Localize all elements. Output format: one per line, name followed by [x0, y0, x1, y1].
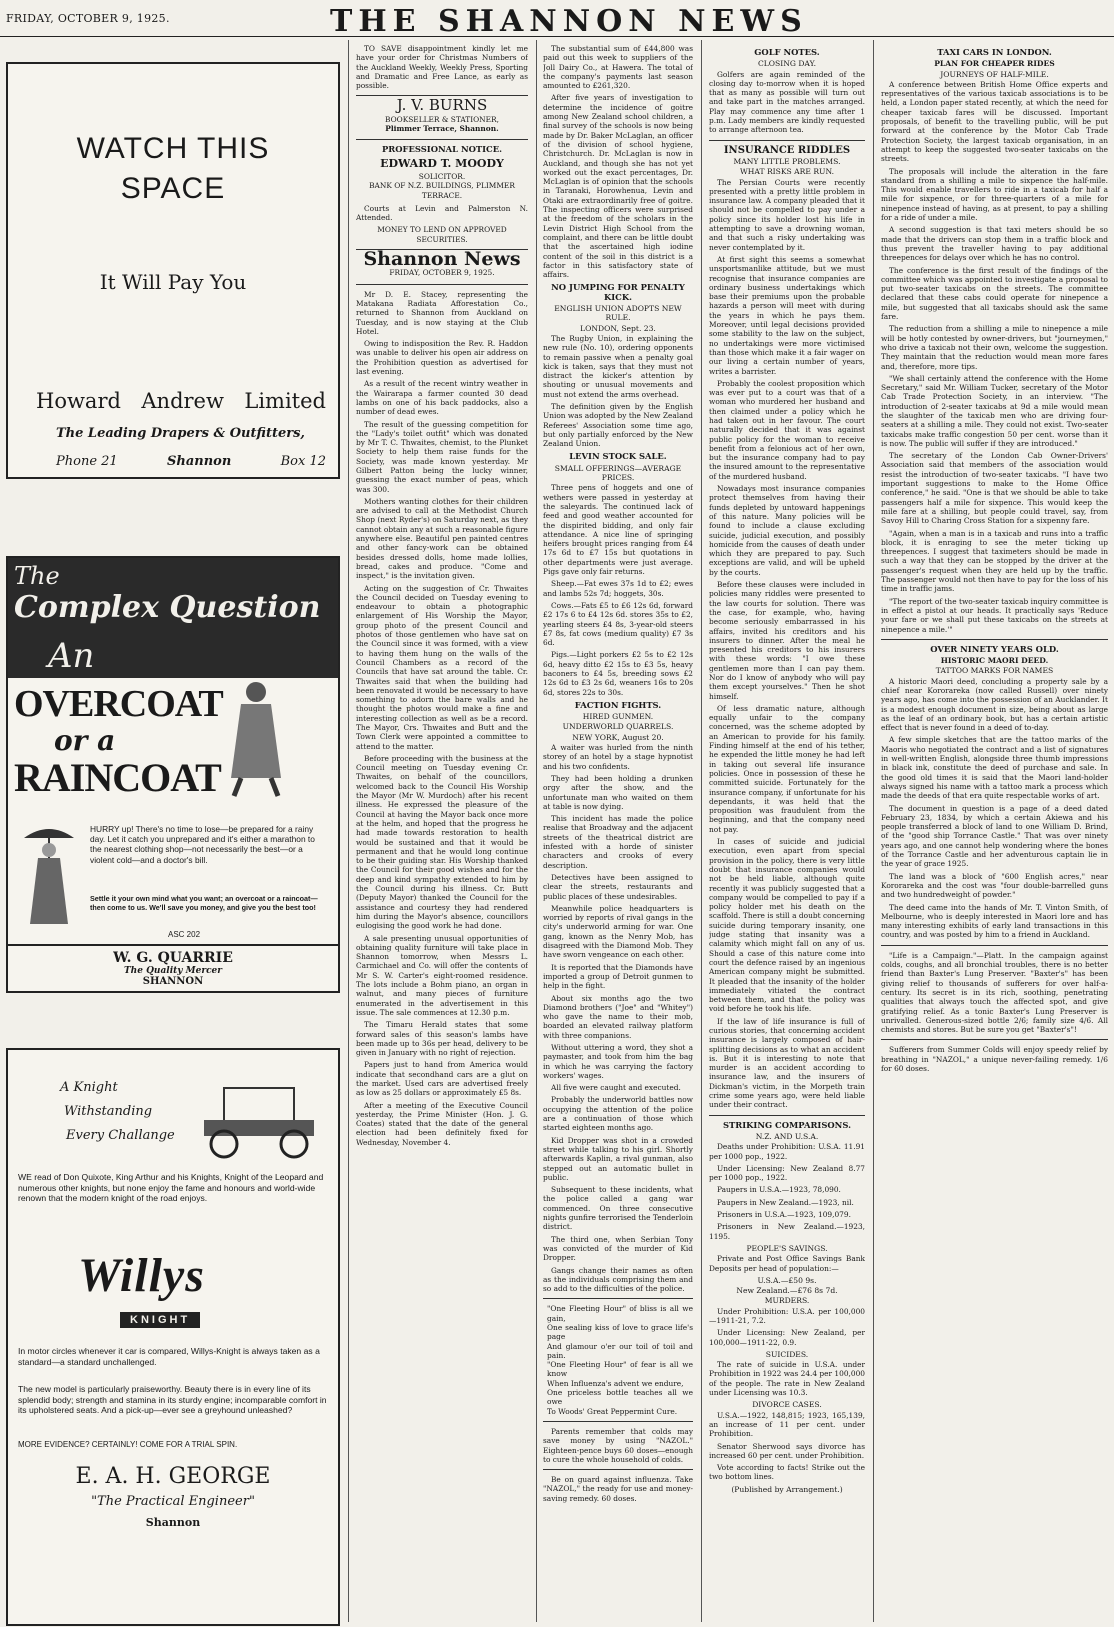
willys-logo: Willys	[78, 1249, 205, 1302]
woman-illustration	[14, 820, 84, 930]
faction-para: Without uttering a word, they shot a paymaster, and took from him the bag in which he was carrying the factory workers' wages.	[543, 1042, 693, 1080]
senator-para: Senator Sherwood says divorce has increased 60 per cent. under Prohibition.	[709, 1441, 865, 1460]
comparisons-subhead: N.Z. AND U.S.A.	[755, 1131, 819, 1141]
comparison-line: Prisoners in U.S.A.—1923, 109,079.	[717, 1210, 851, 1220]
local-para: A sale presenting unusual opportunities of obtaining quality furniture will take place in Shannon tomorrow, when Messrs L. Carmichael and Co. will offer the contents of Mr S. W. Carter's eight-roomed residence. The lots include a Bohm piano, an organ in walnut, and many pieces of furniture enumerated in the advertisement in this issue. The sale commences at 12.30 p.m.	[356, 933, 528, 1017]
local-para: Mr D. E. Stacey, representing the Matakana Radiata Afforestation Co., returned to Shannon from Auckland on Tuesday, and is now staying at the Club Hotel.	[356, 289, 528, 336]
faction-para: It is reported that the Diamonds have imported a group of Detroit gunmen to help in the fight.	[543, 962, 693, 991]
faction-para: They had been holding a drunken orgy after the show, and the unfortunate man who waited on them at table is now dying.	[543, 773, 693, 811]
baxter-ad: "Life is a Campaign."—Platt. In the campaign against colds, coughs, and all bronchial troubles, there is no better friend than Baxter's Lung Preserver. "Baxter's" has been giving relief to thousands of sufferers for over half-a-century. Its secret is in its rich, soothing, penetrating qualities that always touch the affected spot, and give gratifying relief. As a tonic Baxter's Lung Preserver is unrivalled. Generous-sized bottle 2/6; family size 4/6. All chemists and stores. But be sure you get "Baxter's"!	[881, 950, 1108, 1035]
insurance-para: At first sight this seems a somewhat unsportsmanlike attitude, but we must recognise that insurance companies are ordinary business undertakings which base their premiums upon the probable hazards a person will meet with during the years in which he pays them. Moreover, until legal decisions provided some stability to the law on the subject, no undertakings were more victimised than those which make it a fair wager on our living a certain number of years, writes a barrister.	[709, 254, 865, 376]
taxi-para: A conference between British Home Office experts and representatives of the various taxicab associations is to be held, a London paper stated recently, at which the need for cheaper taxicab fares will be discussed. Important proposals, of benefit to the travelling public, will be put forward at the conference by the Motor Cab Trade Protection Society, the largest taxicab organisation, in an attempt to keep the suggested two-seater taxicabs on the streets.	[881, 79, 1108, 164]
goitre-para: After five years of investigation to determine the incidence of goitre among New Zealand school children, a final survey of the schools is now being made by Dr. Baker McLaglan, an officer of the division of school hygiene, Christchurch. Dr. McLaglan is now in Auckland, and though she has not yet worked out the exact percentages, Dr. McLaglan is of opinion that the schools in Taranaki, Horowhenua, Levin and Otaki are extraordinarily free of goitre. The inspecting officers were surprised at the freedom of the scholars in the Levin District High School from the complaint, and there can be little doubt that the ascertained high iodine content of the soil in this district is a factor in this satisfactory state of affairs.	[543, 93, 693, 280]
ny-dateline: NEW YORK, August 20.	[572, 732, 664, 742]
maori-para: A few simple sketches that are the tattoo marks of the Maoris who negotiated the contract and a list of signatures in well-written English, alongside three thumb impressions in black ink, constitute the deed of purchase and sale. In the good old times it is said that the Maori land-holder always signed his name with a tattoo mark a process which made the deeds of that era quite respectable works of art.	[881, 735, 1108, 801]
the-text: The	[14, 562, 60, 590]
maori-para: The land was a block of "600 English acres," near Kororareka and the cost was "four double-barrelled guns and two hundredweight of powder."	[881, 871, 1108, 900]
poem-line: One sealing kiss of love to grace life's page	[547, 1323, 693, 1342]
poem-line: And glamour o'er our toil of toil and pain.	[547, 1341, 693, 1360]
faction-para: Gangs change their names as often as the individuals comprising them and so add to the difficulties of the police.	[543, 1265, 693, 1294]
maori-subhead: HISTORIC MAORI DEED.	[940, 656, 1049, 666]
column-divider	[536, 40, 537, 1622]
insurance-para: If the law of life insurance is full of curious stories, that concerning accident insurance is largely composed of hair-splitting decisions as to what an accident is. But it is interesting to note that murder is an accident according to insurance law, and the insurers of Dickman's victim, in the Morpeth train crime some years ago, were held liable under their contract.	[709, 1016, 865, 1110]
overcoat-text: OVERCOAT	[14, 683, 223, 725]
taxi-para: The secretary of the London Cab Owner-Drivers' Association said that members of the association would resist the introduction of two-seater taxicabs. "I have two important suggestions to make to the Home Office conference," he said. "One is that we should be able to take passengers half a mile for sixpence. This would keep the mile fare at a shilling, but people could travel, say, from Savoy Hill to Charing Cross Station for a sixpenny fare.	[881, 451, 1108, 526]
local-para: Before proceeding with the business at the Council meeting on Tuesday evening Cr. Thwaites, on behalf of the councillors, welcomed back to the Council His Worship the Mayor (Mr W. Murdoch) after his recent illness. He expressed the pleasure of the Council at having the Mayor back once more at the helm, and hoped that the progress he had made towards restoration to health would be sustained and that it would be permanent and that he would long continue to be their guiding star. His Worship thanked the Council for their good wishes and for the deep and kind sympathy extended to him by the Council during his illness. Cr. Butt (Deputy Mayor) thanked the Council for the assistance and courtesy they had rendered him during the Mayor's absence, councillors eulogising the good work he had done.	[356, 753, 528, 931]
insurance-subhead-2: WHAT RISKS ARE RUN.	[739, 167, 835, 177]
taxi-para: A second suggestion is that taxi meters should be so made that the drivers can stop them in a traffic block and thus prevent the traveller having to pay additional threepences for delays over which he has no control.	[881, 225, 1108, 263]
rule	[543, 1421, 693, 1422]
howard-andrew-ad	[6, 62, 340, 479]
faction-para: A waiter was hurled from the ninth storey of an hotel by a stage hypnotist and his two confidents.	[543, 743, 693, 771]
town-name: Shannon	[167, 454, 232, 469]
insurance-para: Probably the coolest proposition which was ever put to a court was that of a woman who murdered her husband and then claimed under a policy which he had taken out in her favour. The court naturally decided that it was against public policy for the woman to receive benefit from a felonious act of her own, but the insurance company had to pay the insured amount to the representative of the murdered husband.	[709, 378, 865, 481]
comparison-line: Under Licensing: New Zealand 8.77 per 1000 pop., 1922.	[709, 1163, 865, 1183]
firm-name	[36, 389, 326, 413]
firm-word: Andrew	[141, 389, 224, 413]
taxi-heading: TAXI CARS IN LONDON.	[937, 47, 1052, 57]
maori-para: The document in question is a page of a deed dated February 23, 1834, by which a certain Akiewa and his people transferred a block of land to one William D. Brind, of the "good ship Torrance Castle." That was over ninety years ago, and one cannot help wondering where the bones of the Torrance Castle and her adventurous captain lie in the year of grace 1925.	[881, 803, 1108, 869]
faction-para: Detectives have been assigned to clear the streets, restaurants and public places of these undesirables.	[543, 872, 693, 901]
faction-subhead-2: UNDERWORLD QUARRELS.	[562, 722, 674, 732]
dairy-para: The substantial sum of £44,800 was paid out this week to suppliers of the Joll Dairy Co., at Hawera. The total of the company's payments last season amounted to £261,320.	[543, 44, 693, 91]
column-5	[881, 44, 1108, 1622]
moody-money: MONEY TO LEND ON APPROVED SECURITIES.	[377, 225, 507, 244]
burns-address: Plimmer Terrace, Shannon.	[385, 124, 499, 134]
stock-para: Three pens of hoggets and one of wethers were passed in yesterday at the saleyards. The continued lack of feed and good weather accounted for the dispirited bidding, and only fair attendance. A nice line of springing heifers brought prices ranging from £4 17s 6d to £7 15s but quotations in other departments were just average. Pigs gave only fair returns.	[543, 483, 693, 577]
maori-para: A historic Maori deed, concluding a property sale by a chief near Kororareka (now called Russell) over ninety years ago, has come into the possession of an Aucklander. It is a modest enough document in size, being about as large as the leaf of an ordinary book, but has a certain artistic effect that is never found in a deed of to-day.	[881, 676, 1108, 733]
firm-contact	[56, 454, 326, 469]
paper-nameplate: Shannon News	[363, 248, 521, 271]
savings-heading: PEOPLE'S SAVINGS.	[746, 1243, 828, 1253]
suicides-para: The rate of suicide in U.S.A. under Prohibition in 1922 was 24.4 per 100,000 of the people. The rate in New Zealand under Licensing was 10.3.	[709, 1360, 865, 1398]
faction-para: Subsequent to these incidents, what the police called a gang war commenced. On three consecutive nights gunfire terrorised the Tenderloin district.	[543, 1185, 693, 1232]
willys-para-2: The new model is particularly praiseworthy. Beauty there is in every line of its splendid body; strength and stamina in its sturdy engine; incomparable comfort in its upholstered seats. And a pick-up—ever see a greyhound unleashed?	[18, 1384, 327, 1416]
settle-copy: Settle it your own mind what you want; an overcoat or a raincoat—then come to us. We'll save you money, and give you the best too!	[90, 894, 318, 912]
taxi-para: "We shall certainly attend the conference with the Home Secretary," said Mr. William Tucker, secretary of the Motor Cab Trade Protection Society, in an interview. "The introduction of 2-seater taxicabs at 9d a mile would mean the slaughter of the taxicab men who are driving four-seaters at a shilling a mile. They could not exist. Two-seater taxicabs make traffic congestion 50 per cent. worse than it is now. The public will suffer if they are introduced."	[881, 373, 1108, 448]
maori-para: The deed came into the hands of Mr. T. Vinton Smith, of Melbourne, who is deeply interested in Maori lore and has many interesting exhibits of early land transactions in this country, and was posted by him to a friend in Auckland.	[881, 902, 1108, 940]
space-line: SPACE	[120, 172, 226, 205]
stock-para: Sheep.—Fat ewes 37s 1d to £2; ewes and lambs 52s 7d; hoggets, 30s.	[543, 579, 693, 598]
savings-para: Private and Post Office Savings Bank Deposits per head of population:—	[709, 1254, 865, 1273]
rule	[709, 140, 865, 141]
car-illustration	[194, 1080, 324, 1162]
divorce-heading: DIVORCE CASES.	[752, 1400, 822, 1410]
poem-line: "One Fleeting Hour" of bliss is all we gain,	[547, 1304, 693, 1323]
london-dateline: LONDON, Sept. 23.	[580, 323, 656, 333]
column-3	[543, 44, 693, 1622]
watch-heading	[8, 132, 338, 206]
murders-usa: Under Prohibition: U.S.A. per 100,000—1911-21, 7.2.	[709, 1306, 865, 1325]
headline-line: Every Challange	[66, 1128, 175, 1143]
poem-line: To Woods' Great Peppermint Cure.	[547, 1406, 678, 1416]
penalty-heading: NO JUMPING FOR PENALTY KICK.	[551, 282, 685, 302]
column-divider	[873, 40, 874, 1622]
local-para: Owing to indisposition the Rev. R. Haddon was unable to deliver his open air address on the Prohibition question as advertised for last evening.	[356, 339, 528, 377]
willys-para-1: In motor circles whenever it car is compared, Willys-Knight is always taken as a standard—a standard unchallenged.	[18, 1346, 320, 1367]
murders-nz: Under Licensing: New Zealand, per 100,000—1911-22, 0.9.	[709, 1328, 865, 1347]
comparisons-heading: STRIKING COMPARISONS.	[722, 1119, 852, 1130]
dealer-town: Shannon	[145, 1516, 201, 1529]
rule	[543, 1298, 693, 1299]
comparison-line: Deaths under Prohibition: U.S.A. 11.91 per 1000 pop., 1922.	[709, 1142, 865, 1161]
newspaper-title: THE SHANNON NEWS	[330, 4, 808, 39]
moody-name: EDWARD T. MOODY	[380, 156, 504, 170]
column-4	[709, 44, 865, 1622]
save-notice: TO SAVE disappointment kindly let me have your order for Christmas Numbers of the Auckland Weekly, Weekly Press, Sporting and Dramatic and Free Lance, as early as possible.	[356, 44, 528, 91]
insurance-para: The Persian Courts were recently presented with a pretty little problem in insurance law. A company pleaded that it should not be compelled to pay under a policy since its holder lost his life in attempting to save a drowning woman, and that such a risky undertaking was never contemplated by it.	[709, 177, 865, 252]
insurance-subhead: MANY LITTLE PROBLEMS.	[733, 156, 841, 166]
faction-para: About six months ago the two Diamond brothers ("Joe" and "Whitey") who gave the name to their mob, boarded an elevated railway platform with three companions.	[543, 993, 693, 1040]
raincoat-text: RAINCOAT	[14, 755, 221, 800]
rule	[356, 139, 528, 140]
rule	[881, 945, 1108, 946]
ad-code: ASC 202	[168, 930, 201, 939]
taxi-para: The reduction from a shilling a mile to ninepence a mile will be hotly contested by owner-drivers, but "journeymen," who drive a taxicab not their own, welcome the suggestion. They maintain that the reduction would mean more fares and, therefore, more tips.	[881, 324, 1108, 371]
vote-para: Vote according to facts! Strike out the two bottom lines.	[709, 1463, 865, 1482]
comparison-line: Paupers in U.S.A.—1923, 78,090.	[717, 1185, 841, 1195]
local-para: Papers just to hand from America would indicate that secondhand cars are a glut on the market. Used cars are advertised freely as low as 25 dollars or approximately £5 8s.	[356, 1060, 528, 1098]
masthead	[0, 0, 1114, 37]
pay-line: It Will Pay You	[99, 270, 247, 294]
taxi-para: The proposals will include the alteration in the fare standard from a shilling a mile to sixpence the half-mile. This would enable travellers to ride in a taxicab for half a mile for sixpence, or for three-quarters of a mile for ninepence instead of having, as at present, to pay a shilling for a ride of under a mile.	[881, 166, 1108, 223]
poem-line: When Influenza's advent we endure,	[547, 1378, 684, 1388]
taxi-subhead: PLAN FOR CHEAPER RIDES	[934, 59, 1055, 69]
professional-notice: PROFESSIONAL NOTICE.	[381, 144, 503, 155]
burns-sub: BOOKSELLER & STATIONER,	[385, 114, 499, 124]
nazol-ad: Sufferers from Summer Colds will enjoy speedy relief by breathing in "NAZOL," a unique never-failing remedy. 1/6 for 60 doses.	[881, 1045, 1108, 1073]
maori-subhead-2: TATTOO MARKS FOR NAMES	[935, 666, 1054, 676]
poem-line: One priceless bottle teaches all we owe	[547, 1388, 693, 1407]
penalty-subhead: ENGLISH UNION ADOPTS NEW RULE.	[554, 304, 682, 323]
knight-headline	[60, 1076, 175, 1148]
insurance-heading: INSURANCE RIDDLES	[723, 144, 851, 156]
merchant-town: SHANNON	[142, 976, 204, 987]
golf-para: Golfers are again reminded of the closing day to-morrow when it is hoped that as many as possible will turn out and take part in the matches arranged. Play may commence any time after 1 p.m. Lady members are kindly requested to arrange afternoon tea.	[709, 69, 865, 135]
faction-heading: FACTION FIGHTS.	[574, 699, 662, 710]
faction-para: Meanwhile police headquarters is worried by reports of rival gangs in the city's underworld arming for war. One gang, known as the Nenry Mob, has disagreed with the Diamond Mob. They have sworn vengeance on each other.	[543, 903, 693, 960]
insurance-para: Of less dramatic nature, although equally unfair to the company concerned, was the scheme adopted by an American to provide for his family. Finding himself at the end of his tether, he expended the little money he had left in taking out several life insurance policies. Once in possession of these he committed suicide. Fortunately for the insurance company, if unfortunate for his dependants, it was held that the proposition was fraudulent from the beginning, and that the company need not pay.	[709, 703, 865, 834]
insurance-para: Before these clauses were included in policies many riddles were presented to the law courts for solution. There was the case, for example, who, having become seriously embarrassed in his affairs, invited his creditors and his insurers to dinner. After the meal he presented his creditors to his insurers with these words: "I owe these gentlemen more than I can pay them. Nor do I know of anybody who will pay them except yourselves." Then he shot himself.	[709, 580, 865, 701]
insurance-para: In cases of suicide and judicial execution, even apart from special provision in the policy, there is very little doubt that insurance companies would not be held liable, although quite recently it was publicly suggested that a company would be compelled to pay if a policy holder met his death on the scaffold. There is still a doubt concerning suicide during temporary insanity, one judge stating that insanity was a calamity which might fall on any of us. Should a case of this nature come into court the defence raised by an ingenious American company might be submitted. It pleaded that the insanity of the holder immediately vitiated the contract between them, and that the policy was void before he took his life.	[709, 837, 865, 1014]
quarrie-ad	[6, 556, 340, 993]
column-divider	[701, 40, 702, 1622]
headline-line: Withstanding	[64, 1104, 153, 1119]
complex-question-text: Complex Question	[14, 590, 321, 625]
merchant-box	[8, 944, 338, 993]
stock-para: Pigs.—Light porkers £2 5s to £2 12s 6d, heavy ditto £2 15s to £3 5s, heavy baconers to £4 5s, breeding sows £2 12s 6d to £3 2s 6d, weaners 16s to 20s 6d, stores 22s to 30s.	[543, 650, 693, 697]
faction-para: Kid Dropper was shot in a crowded street while talking to his girl. Shortly afterwards Kaplin, a rival gunman, also stepped out an automatic bullet in public.	[543, 1135, 693, 1182]
local-para: The result of the guessing competition for the "Lady's toilet outfit" which was donated by Mr T. C. Thwaites, chemist, to the Plunket Society to help them raise funds for the Society, was made known yesterday. Mr Gilbert Patton being the lucky winner, guessing the exact number of peas, which was 300.	[356, 419, 528, 494]
stock-para: Cows.—Fats £5 to £6 12s 6d, forward £2 17s 6 to £4 12s 6d. stores 35s to £2, yearling steers £4 8s, 3-year-old steers £7 8s, fat cows (medium quality) £7 3s 6d.	[543, 600, 693, 648]
taxi-para: "Again, when a man is in a taxicab and runs into a traffic block, it is enraging to see the meter ticking up threepences. I suggest that taximeters should be made in such a way that they can be stopped by the driver at the passenger's request when they are held up by the traffic. The passenger would not then have to pay for the loss of his time in traffic jams.	[881, 528, 1108, 594]
comparison-line: Paupers in New Zealand.—1923, nil.	[717, 1197, 854, 1207]
willys-knight-ad	[6, 1048, 340, 1626]
faction-para: Probably the underworld battles now occupying the attention of the police are a continuation of those which started eighteen months ago.	[543, 1095, 693, 1133]
golf-heading: GOLF NOTES.	[754, 47, 820, 57]
taxi-subhead-2: JOURNEYS OF HALF-MILE.	[940, 69, 1049, 79]
divorce-para: U.S.A.—1922, 148,815; 1923, 165,139, an increase of 11 per cent. under Prohibition.	[709, 1410, 865, 1439]
moody-courts: Courts at Levin and Palmerston N. Attended.	[356, 203, 528, 223]
faction-para: The third one, when Serbian Tony was convicted of the murder of Kid Dropper.	[543, 1234, 693, 1263]
merchant-name: W. G. QUARRIE	[113, 950, 233, 966]
figure-illustration	[186, 678, 326, 798]
firm-word: Howard	[36, 389, 121, 413]
rule	[881, 1039, 1108, 1040]
dealer-sub: "The Practical Engineer"	[91, 1494, 255, 1509]
rule	[356, 284, 528, 285]
murders-heading: MURDERS.	[764, 1296, 810, 1306]
column-divider	[348, 40, 349, 1622]
firm-word: Limited	[244, 389, 326, 413]
definition-para: The definition given by the English Union was adopted by the New Zealand Referees' Association some time ago, but only partially enforced by the New Zealand Union.	[543, 401, 693, 449]
moody-solicitor: SOLICITOR.	[418, 171, 466, 181]
nazol-para: Parents remember that colds may save money by using "NAZOL." Eighteen-pence buys 60 doses—enough to cure the whole household of colds.	[543, 1426, 693, 1464]
po-box: Box 12	[280, 454, 326, 469]
local-para: After a meeting of the Executive Council yesterday, the Prime Minister (Hon. J. G. Coates) stated that the date of the general election had been definitely fixed for Wednesday, November 4.	[356, 1100, 528, 1147]
stock-subhead: SMALL OFFERINGS—AVERAGE PRICES.	[554, 463, 682, 483]
faction-para: All five were caught and executed.	[551, 1083, 681, 1093]
or-a-text: or a	[54, 724, 116, 757]
suicides-heading: SUICIDES.	[765, 1349, 809, 1359]
faction-subhead: HIRED GUNMEN.	[582, 712, 654, 722]
issue-date: FRIDAY, OCTOBER 9, 1925.	[6, 12, 170, 25]
knight-badge: KNIGHT	[120, 1312, 200, 1328]
savings-nz: New Zealand.—£76 8s 7d.	[736, 1286, 838, 1296]
savings-usa: U.S.A.—£50 9s.	[757, 1275, 817, 1285]
trial-cta: MORE EVIDENCE? CERTAINLY! COME FOR A TRIAL SPIN.	[18, 1440, 238, 1449]
local-para: Mothers wanting clothes for their children are advised to call at the Methodist Church Shop (next Ryder's) on Saturday next, as they cannot obtain any at such a reasonable figure anywhere else. Beautiful pen painted centres and other fancy-work can be obtained besides dressed dolls, home made lollies, bread, cakes and produce. "Come and inspect," is the invitation given.	[356, 496, 528, 581]
dealer-name: E. A. H. GEORGE	[75, 1464, 271, 1489]
golf-subhead: CLOSING DAY.	[757, 59, 817, 69]
comparison-line: Prisoners in New Zealand.—1923, 1195.	[709, 1222, 865, 1241]
poem-line: "One Fleeting Hour" of fear is all we know	[547, 1360, 693, 1379]
taxi-para: "The report of the two-seater taxicab inquiry committee is in effect a pistol at our heads. It practically says 'Reduce your fare or we shall put these taxicabs on the streets at ninepence a mile.'"	[881, 596, 1108, 634]
insurance-para: Nowadays most insurance companies protect themselves from having their funds depleted by untoward happenings of this nature. Many policies will be found to include a clause excluding suicide, judicial execution, and possibly homicide from the causes of death under which they are prepared to pay. Such exceptions are valid, and will be upheld by the courts.	[709, 484, 865, 577]
headline-line: A Knight	[60, 1080, 118, 1095]
rule	[881, 639, 1108, 640]
stock-heading: LEVIN STOCK SALE.	[569, 451, 667, 462]
burns-name: J. V. BURNS	[396, 96, 488, 115]
an-text: An	[48, 636, 95, 676]
local-para: The Timaru Herald states that some forward sales of this season's lambs have been made up to 36s per head, delivery to be given in January with no right of rejection.	[356, 1020, 528, 1058]
merchant-sub: The Quality Mercer	[123, 966, 223, 976]
moody-bank: BANK OF N.Z. BUILDINGS, PLIMMER TERRACE.	[369, 181, 515, 200]
taxi-para: The conference is the first result of the findings of the committee which was appointed to investigate a proposal to put two-seater taxicabs on the streets. The committee declared that these cabs could operate for ninepence a mile, but suggested that all taxicabs should ask the same fare.	[881, 265, 1108, 322]
firm-tagline: The Leading Drapers & Outfitters,	[56, 426, 305, 441]
phone-number: Phone 21	[56, 454, 118, 469]
published-note: (Published by Arrangement.)	[731, 1484, 843, 1494]
maori-heading: OVER NINETY YEARS OLD.	[930, 643, 1059, 654]
watch-line: WATCH THIS	[76, 132, 270, 165]
hurry-copy: HURRY up! There's no time to lose—be prepared for a rainy day. Let it catch you unprepared and it's either a marathon to the nearest clothing shop—not necessarily the best—or a violent cold—and a doctor's bill.	[90, 824, 315, 865]
knights-intro: WE read of Don Quixote, King Arthur and his Knights, Knight of the Leopard and numerous other knights, but none enjoy the fame and honours and world-wide renown that the modern knight of the road enjoys.	[18, 1172, 324, 1204]
paper-date: FRIDAY, OCTOBER 9, 1925.	[389, 268, 495, 278]
peppermint-poem	[543, 1304, 693, 1416]
nazol-para-2: Be on guard against influenza. Take "NAZOL," the ready for use and money-saving remedy. 60 doses.	[543, 1475, 693, 1503]
rule	[543, 1469, 693, 1470]
local-para: As a result of the recent wintry weather in the Wairarapa a farmer counted 30 dead lambs on one of his back paddocks, also a number of dead ewes.	[356, 379, 528, 417]
union-para: The Rugby Union, in explaining the new rule (No. 10), ordering opponents to remain passive when a penalty goal kick is taken, says that they must not distract the kicker's attention by shouting or unusual movements and must not extend the arms overhead.	[543, 333, 693, 399]
rule	[709, 1115, 865, 1116]
faction-para: This incident has made the police realise that Broadway and the adjacent streets of the theatrical district are infested with a horde of sinister characters and crooks of every description.	[543, 814, 693, 870]
column-2	[356, 44, 528, 1622]
local-para: Acting on the suggestion of Cr. Thwaites the Council decided on Tuesday evening to endeavour to obtain a photographic enlargement of His Worship the Mayor, group photo of the present Council and photos of those gentlemen who have sat on the Council since it was formed, with a view to having them hung on the walls of the Council Chambers as a record of the Councils that have sat around the table. Cr. Thwaites said that when the building had been renovated it would be necessary to have something to adorn the bare walls and he thought the photos would make a fine and interesting collection as well as be a record. The Mayor, Crs. Thwaites and Butt and the Town Clerk were appointed a committee to attend to the matter.	[356, 583, 528, 751]
